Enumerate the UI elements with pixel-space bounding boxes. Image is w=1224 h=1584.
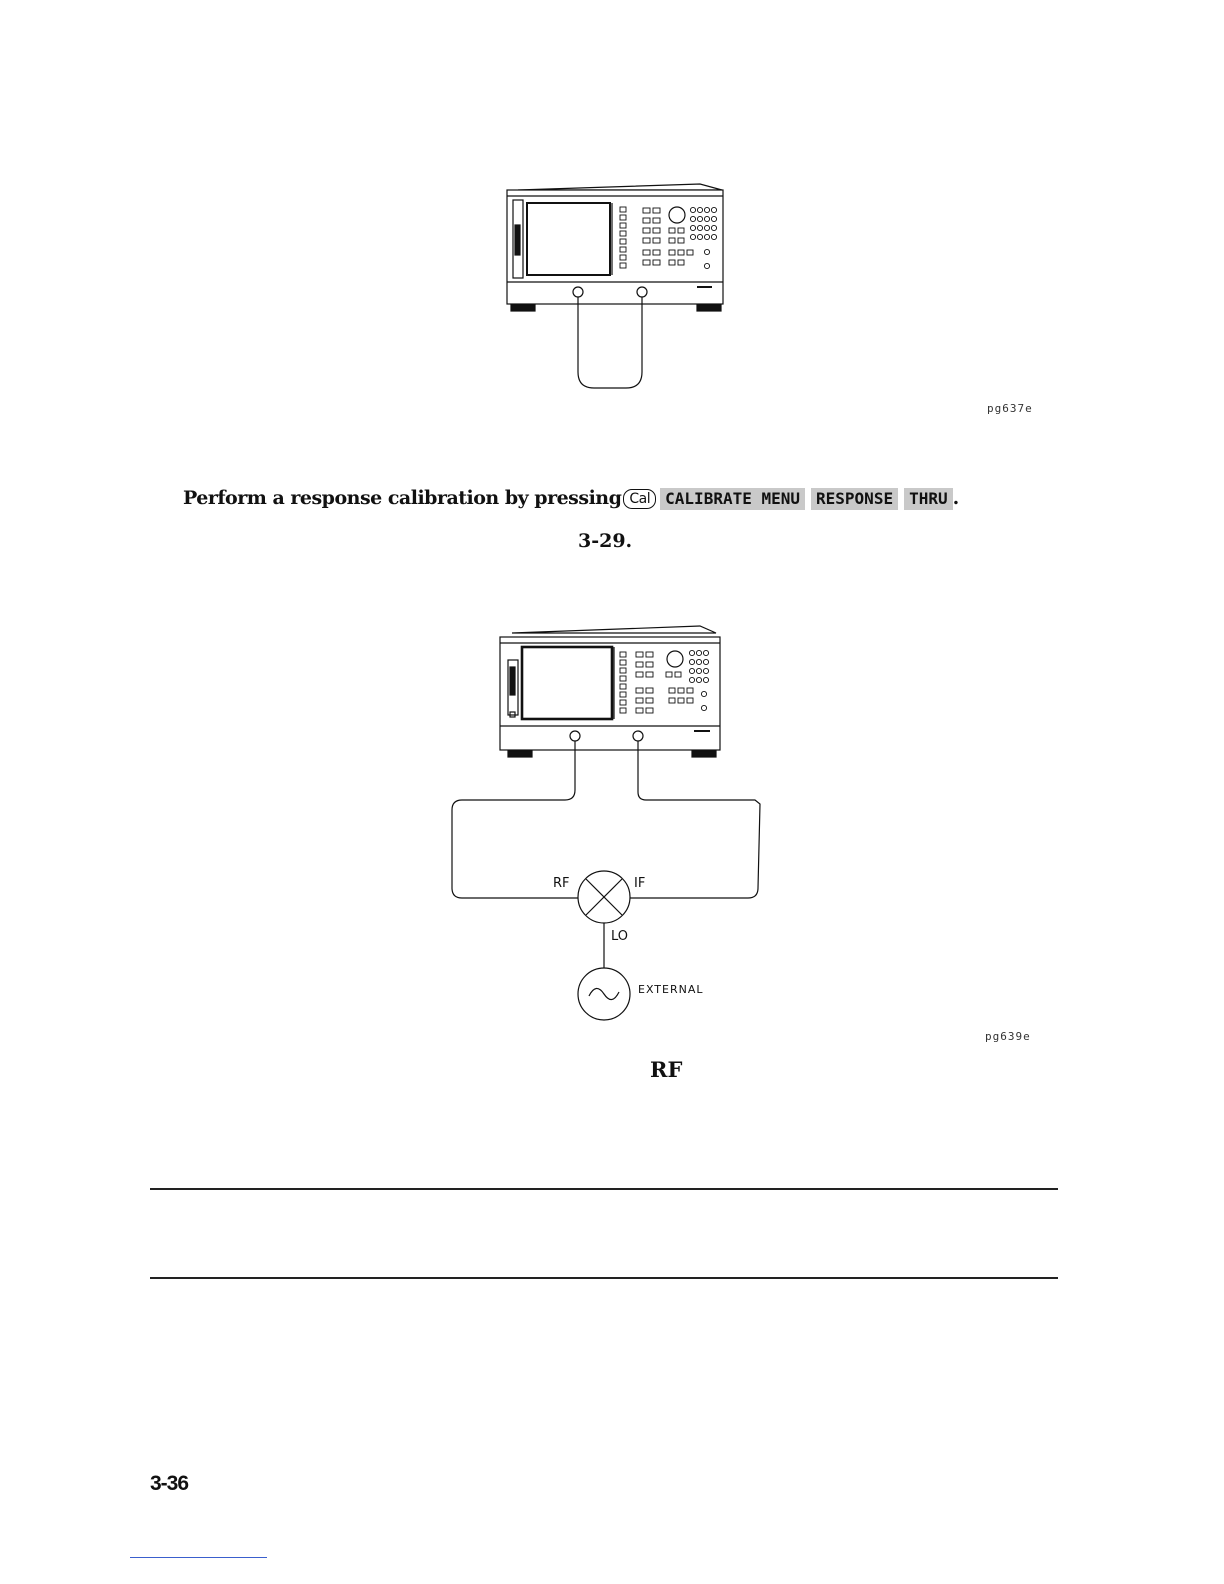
external-source-label: EXTERNAL (638, 983, 704, 996)
cal-hardkey: Cal (623, 489, 656, 509)
page-number: 3-36 (150, 1472, 189, 1495)
note-top-rule (150, 1188, 1058, 1190)
softkey-calibrate-menu: CALIBRATE MENU (660, 488, 805, 510)
note-bottom-rule (150, 1277, 1058, 1279)
footer-link-rule (130, 1557, 267, 1558)
figure-id: pg637e (987, 402, 1033, 415)
mixer-if-label: IF (634, 876, 646, 891)
figure-id: pg639e (985, 1030, 1031, 1043)
figure-reference: 3-29. (578, 530, 633, 552)
softkey-thru: THRU (904, 488, 953, 510)
step-period: . (952, 487, 959, 509)
softkey-response: RESPONSE (811, 488, 898, 510)
step-text: Perform a response calibration by pressing (183, 487, 622, 509)
rf-text: RF (650, 1057, 683, 1082)
mixer-rf-label: RF (553, 876, 570, 891)
calibration-step (183, 487, 959, 510)
mixer-lo-label: LO (611, 929, 629, 944)
